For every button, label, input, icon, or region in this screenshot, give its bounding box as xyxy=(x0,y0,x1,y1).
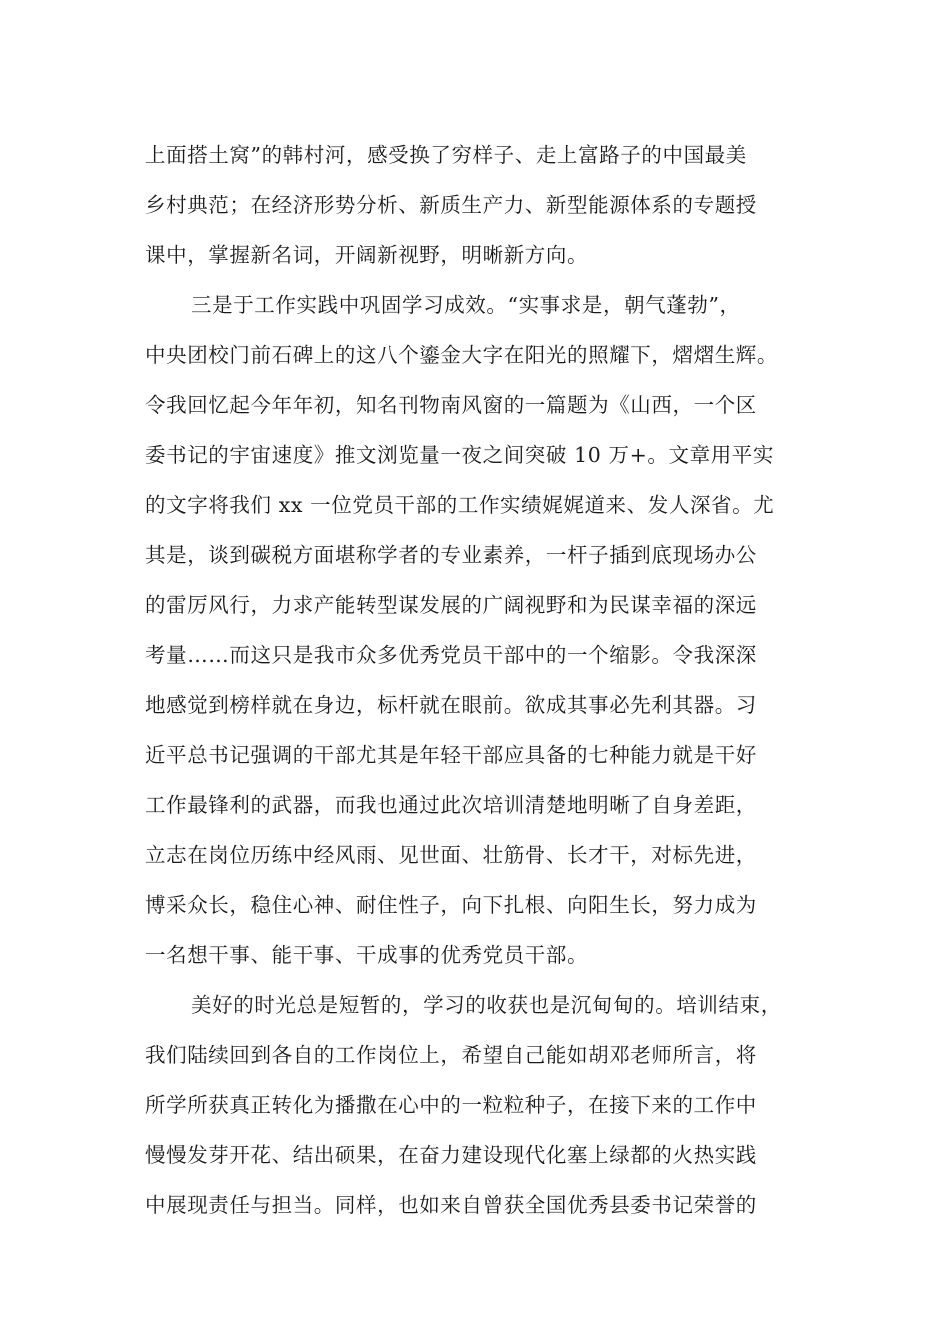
text-line: 一名想干事、能干事、干成事的优秀党员干部。 xyxy=(145,943,589,967)
text-line: 慢慢发芽开花、结出硕果，在奋力建设现代化塞上绿都的火热实践 xyxy=(145,1143,757,1167)
text-line: 中央团校门前石碑上的这八个鎏金大字在阳光的照耀下，熠熠生辉。 xyxy=(145,343,778,367)
document-body xyxy=(145,130,810,1230)
text-line: 的文字将我们 xx 一位党员干部的工作实绩娓娓道来、发人深省。尤 xyxy=(145,493,775,517)
text-line: 委书记的宇宙速度》推文浏览量一夜之间突破 10 万+。文章用平实 xyxy=(145,443,774,467)
text-line: 我们陆续回到各自的工作岗位上，希望自己能如胡邓老师所言，将 xyxy=(145,1043,757,1067)
text-line: 乡村典范；在经济形势分析、新质生产力、新型能源体系的专题授 xyxy=(145,193,757,217)
text-line: 三是于工作实践中巩固学习成效。“实事求是，朝气蓬勃”， xyxy=(191,293,741,317)
text-line: 的雷厉风行，力求产能转型谋发展的广阔视野和为民谋幸福的深远 xyxy=(145,593,757,617)
text-line: 考量……而这只是我市众多优秀党员干部中的一个缩影。令我深深 xyxy=(145,643,757,667)
text-line: 地感觉到榜样就在身边，标杆就在眼前。欲成其事必先利其器。习 xyxy=(145,693,757,717)
text-line: 博采众长，稳住心神、耐住性子，向下扎根、向阳生长，努力成为 xyxy=(145,893,757,917)
text-line: 所学所获真正转化为播撒在心中的一粒粒种子，在接下来的工作中 xyxy=(145,1093,757,1117)
text-line: 工作最锋利的武器，而我也通过此次培训清楚地明晰了自身差距， xyxy=(145,793,757,817)
text-line: 其是，谈到碳税方面堪称学者的专业素养，一杆子插到底现场办公 xyxy=(145,543,757,567)
text-line: 令我回忆起今年年初，知名刊物南风窗的一篇题为《山西，一个区 xyxy=(145,393,757,417)
text-line: 中展现责任与担当。同样，也如来自曾获全国优秀县委书记荣誉的 xyxy=(145,1193,757,1217)
text-line: 立志在岗位历练中经风雨、见世面、壮筋骨、长才干，对标先进， xyxy=(145,843,757,867)
text-line: 上面搭土窝”的韩村河，感受换了穷样子、走上富路子的中国最美 xyxy=(145,143,747,167)
text-line: 课中，掌握新名词，开阔新视野，明晰新方向。 xyxy=(145,243,589,267)
text-line: 近平总书记强调的干部尤其是年轻干部应具备的七种能力就是干好 xyxy=(145,743,757,767)
text-line: 美好的时光总是短暂的，学习的收获也是沉甸甸的。培训结束， xyxy=(191,993,782,1017)
